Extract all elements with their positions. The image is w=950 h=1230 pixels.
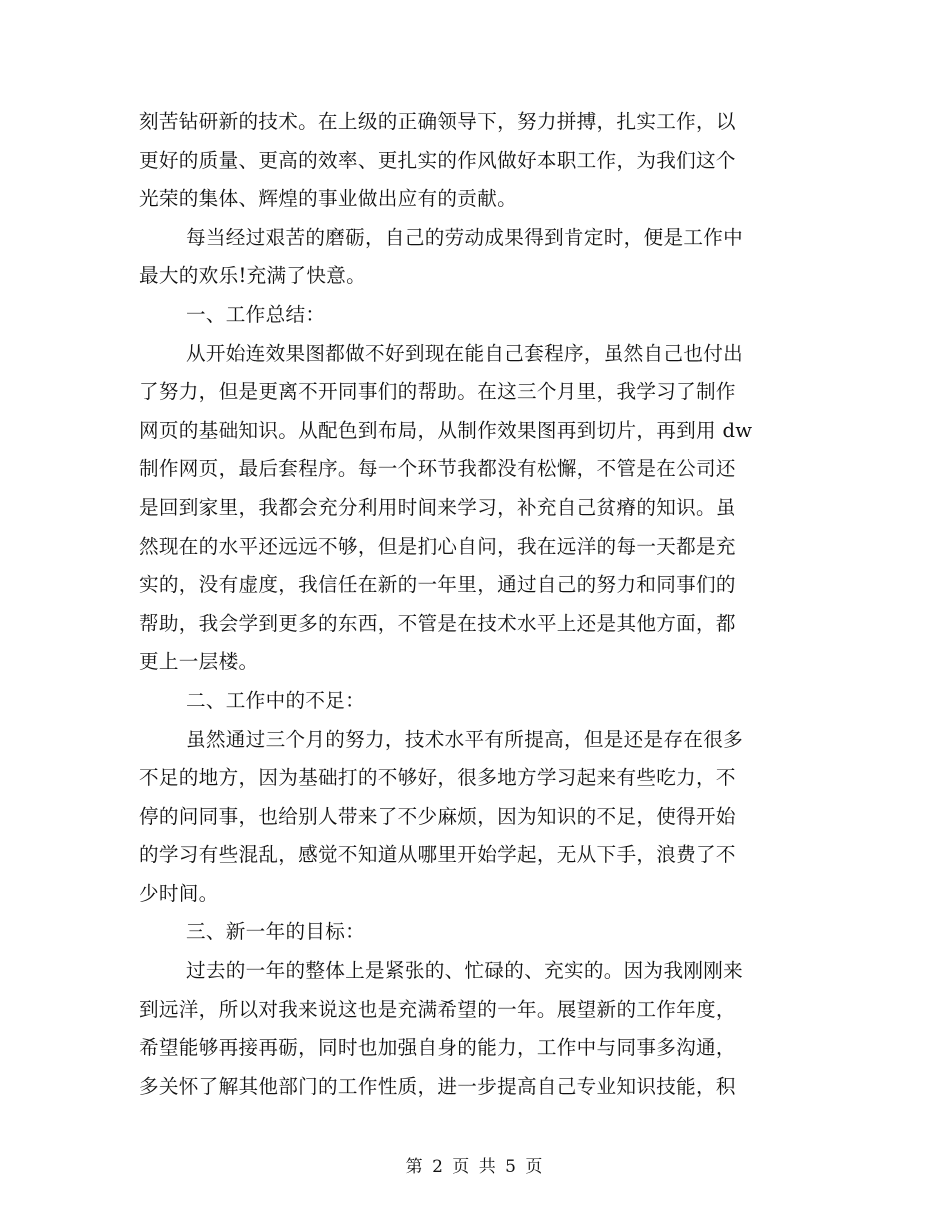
text-line: 更好的质量、更高的效率、更扎实的作风做好本职工作，为我们这个 [139, 148, 736, 172]
text-line: 希望能够再接再砺，同时也加强自身的能力，工作中与同事多沟通， [139, 1036, 736, 1060]
text-line: 多关怀了解其他部门的工作性质，进一步提高自己专业知识技能，积 [139, 1074, 736, 1098]
text-line: 最大的欢乐!充满了快意。 [139, 264, 367, 288]
text-line: 实的，没有虚度，我信任在新的一年里，通过自己的努力和同事们的 [139, 573, 736, 597]
text-line: 停的问同事，也给别人带来了不少麻烦，因为知识的不足，使得开始 [139, 804, 736, 828]
text-line: 虽然通过三个月的努力，技术水平有所提高，但是还是存在很多 [186, 727, 744, 751]
text-line: 是回到家里，我都会充分利用时间来学习，补充自己贫瘠的知识。虽 [139, 495, 736, 519]
text-line: 每当经过艰苦的磨砺，自己的劳动成果得到肯定时，便是工作中 [186, 225, 744, 249]
text-line: 帮助，我会学到更多的东西，不管是在技术水平上还是其他方面，都 [139, 611, 736, 635]
page-footer: 第 2 页 共 5 页 [405, 1157, 545, 1177]
text-line: 不足的地方，因为基础打的不够好，很多地方学习起来有些吃力，不 [139, 766, 736, 790]
body-text [139, 103, 799, 1106]
text-line: 了努力，但是更离不开同事们的帮助。在这三个月里，我学习了制作 [139, 380, 736, 404]
text-line: 网页的基础知识。从配色到布局，从制作效果图再到切片，再到用 dw [139, 418, 753, 442]
text-line: 到远洋，所以对我来说这也是充满希望的一年。展望新的工作年度， [139, 997, 736, 1021]
text-line: 更上一层楼。 [139, 650, 259, 674]
text-line: 光荣的集体、辉煌的事业做出应有的贡献。 [139, 187, 517, 211]
text-line: 制作网页，最后套程序。每一个环节我都没有松懈，不管是在公司还 [139, 457, 736, 481]
text-line: 的学习有些混乱，感觉不知道从哪里开始学起，无从下手，浪费了不 [139, 843, 736, 867]
text-line: 一、工作总结： [186, 302, 326, 326]
text-line: 二、工作中的不足： [186, 688, 366, 712]
text-line: 少时间。 [139, 881, 219, 905]
text-line: 刻苦钻研新的技术。在上级的正确领导下，努力拼搏，扎实工作，以 [139, 110, 736, 133]
text-line: 然现在的水平还远远不够，但是扪心自问，我在远洋的每一天都是充 [139, 534, 736, 558]
text-line: 三、新一年的目标： [186, 920, 366, 944]
text-line: 过去的一年的整体上是紧张的、忙碌的、充实的。因为我刚刚来 [186, 959, 744, 983]
text-line: 从开始连效果图都做不好到现在能自己套程序，虽然自己也付出 [186, 341, 744, 365]
